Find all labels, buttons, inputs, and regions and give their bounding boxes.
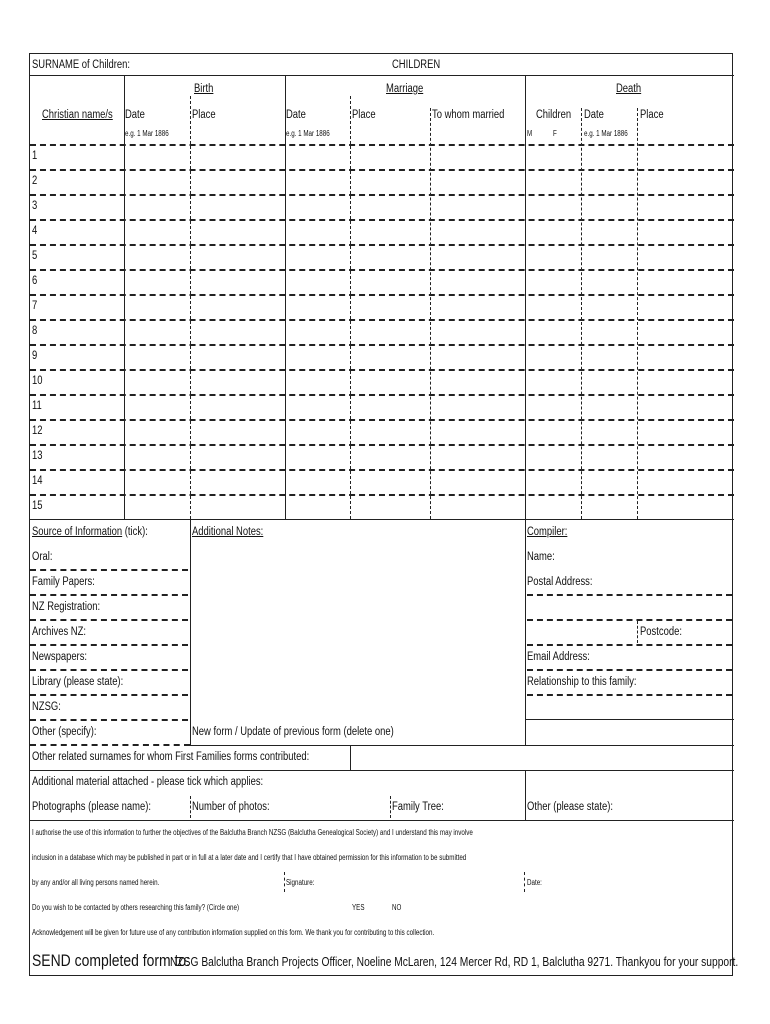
compiler-email: Email Address: <box>527 651 590 663</box>
marriage-place-heading: Place <box>352 109 376 121</box>
family-tree-label: Family Tree: <box>392 801 444 813</box>
row-number: 8 <box>32 325 38 337</box>
row-number: 2 <box>32 175 38 187</box>
source-nz-registration: NZ Registration: <box>32 601 101 613</box>
christian-names-heading: Christian name/s <box>42 109 113 121</box>
compiler-line <box>527 594 732 596</box>
row-number: 6 <box>32 275 38 287</box>
authorise-line-2: inclusion in a database which may be published in part or in full at a later date and I certify that I have obtained permission for this information to be submitted <box>32 853 467 862</box>
surname-label: SURNAME of Children: <box>32 59 131 71</box>
row-number: 7 <box>32 300 38 312</box>
additional-material-label: Additional material attached - please tick which applies: <box>32 776 264 788</box>
source-line <box>30 669 188 671</box>
send-address: NZSG Balclutha Branch Projects Officer, Noeline McLaren, 124 Mercer Rd, RD 1, Balclutha 9271. Thankyou for your support. <box>170 955 739 969</box>
contact-yes[interactable]: YES <box>352 903 365 912</box>
compiler-line <box>527 619 732 621</box>
material-sep-dashed <box>190 796 191 818</box>
compiler-bottom <box>525 719 734 720</box>
row-divider <box>30 444 734 446</box>
source-line <box>30 594 188 596</box>
death-place-heading: Place <box>640 109 664 121</box>
material-bottom <box>30 820 734 821</box>
table-bottom <box>30 519 734 520</box>
row-divider <box>30 219 734 221</box>
source-family-papers: Family Papers: <box>32 576 95 588</box>
source-library: Library (please state): <box>32 676 124 688</box>
photographs-label: Photographs (please name): <box>32 801 152 813</box>
children-male: M <box>527 129 533 138</box>
source-newspapers: Newspapers: <box>32 651 88 663</box>
row-divider <box>30 144 734 146</box>
new-form-label: New form / Update of previous form (delete one) <box>192 726 394 738</box>
row-divider <box>30 494 734 496</box>
material-sep-dashed <box>390 796 391 818</box>
row-number: 1 <box>32 150 38 162</box>
postcode-sep <box>637 621 638 643</box>
to-whom-married-heading: To whom married <box>432 109 505 121</box>
row-divider <box>30 194 734 196</box>
source-line <box>30 744 190 746</box>
source-other: Other (specify): <box>32 726 97 738</box>
birth-date-example: e.g. 1 Mar 1886 <box>125 129 169 138</box>
source-nzsg: NZSG: <box>32 701 61 713</box>
col-sep-dashed <box>350 96 351 519</box>
row-number: 4 <box>32 225 38 237</box>
other-state-label: Other (please state): <box>527 801 613 813</box>
death-date-heading: Date <box>584 109 604 121</box>
source-heading: Source of Information (tick): <box>32 526 148 538</box>
compiler-postcode: Postcode: <box>640 626 682 638</box>
row-divider <box>30 344 734 346</box>
children-title: CHILDREN <box>392 59 441 71</box>
compiler-relationship: Relationship to this family: <box>527 676 637 688</box>
birth-heading: Birth <box>194 83 214 95</box>
row-number: 11 <box>32 400 42 412</box>
col-sep <box>285 75 286 519</box>
additional-notes-heading: Additional Notes: <box>192 526 264 538</box>
compiler-postal: Postal Address: <box>527 576 593 588</box>
marriage-date-example: e.g. 1 Mar 1886 <box>286 129 330 138</box>
col-sep <box>124 75 125 519</box>
birth-place-heading: Place <box>192 109 216 121</box>
section-sep <box>190 519 191 745</box>
signature-label: Signature: <box>286 878 315 887</box>
source-line <box>30 619 188 621</box>
marriage-heading: Marriage <box>386 83 424 95</box>
genealogy-form <box>29 53 739 976</box>
children-heading: Children <box>536 109 572 121</box>
death-date-example: e.g. 1 Mar 1886 <box>584 129 628 138</box>
source-line <box>30 569 188 571</box>
number-photos-label: Number of photos: <box>192 801 270 813</box>
row-divider <box>30 469 734 471</box>
source-archives-nz: Archives NZ: <box>32 626 86 638</box>
row-number: 13 <box>32 450 43 462</box>
death-heading: Death <box>616 83 642 95</box>
row-number: 5 <box>32 250 38 262</box>
compiler-name: Name: <box>527 551 555 563</box>
row-divider <box>30 369 734 371</box>
children-female: F <box>553 129 557 138</box>
row-divider <box>30 394 734 396</box>
header-divider <box>30 75 734 76</box>
row-number: 9 <box>32 350 38 362</box>
row-number: 14 <box>32 475 43 487</box>
signature-sep <box>284 872 285 892</box>
row-number: 12 <box>32 425 43 437</box>
birth-date-heading: Date <box>125 109 145 121</box>
contact-question: Do you wish to be contacted by others researching this family? (Circle one) <box>32 903 240 912</box>
row-divider <box>30 169 734 171</box>
date-label: Date: <box>527 878 542 887</box>
acknowledgement: Acknowledgement will be given for future use of any contribution information supplied on this form. We thank you for contributing to this collection. <box>32 928 435 937</box>
compiler-line <box>527 669 732 671</box>
row-divider <box>30 419 734 421</box>
section-sep <box>525 519 526 745</box>
contact-no[interactable]: NO <box>392 903 402 912</box>
compiler-line <box>527 694 732 696</box>
row-divider <box>30 269 734 271</box>
row-divider <box>30 319 734 321</box>
row-number: 3 <box>32 200 38 212</box>
source-line <box>30 694 188 696</box>
row-number: 10 <box>32 375 43 387</box>
marriage-date-heading: Date <box>286 109 306 121</box>
source-line <box>30 719 188 721</box>
col-sep-dashed <box>190 96 191 519</box>
source-oral: Oral: <box>32 551 53 563</box>
col-sep <box>525 75 526 519</box>
material-sep <box>525 770 526 820</box>
authorise-line-3: by any and/or all living persons named herein. <box>32 878 160 887</box>
source-line <box>30 644 188 646</box>
row-divider <box>30 294 734 296</box>
section-bottom <box>190 745 734 746</box>
compiler-heading: Compiler: <box>527 526 568 538</box>
row-divider <box>30 244 734 246</box>
related-sep <box>350 745 351 770</box>
send-label: SEND completed form to: <box>32 951 191 970</box>
related-bottom <box>30 770 734 771</box>
date-sep <box>524 872 525 892</box>
compiler-line <box>527 644 732 646</box>
authorise-line-1: I authorise the use of this information to further the objectives of the Balclutha Branch NZSG (Balclutha Genealogical Society) and I understand this may involve <box>32 828 473 837</box>
other-related-surnames: Other related surnames for whom First Families forms contributed: <box>32 751 310 763</box>
row-number: 15 <box>32 500 43 512</box>
